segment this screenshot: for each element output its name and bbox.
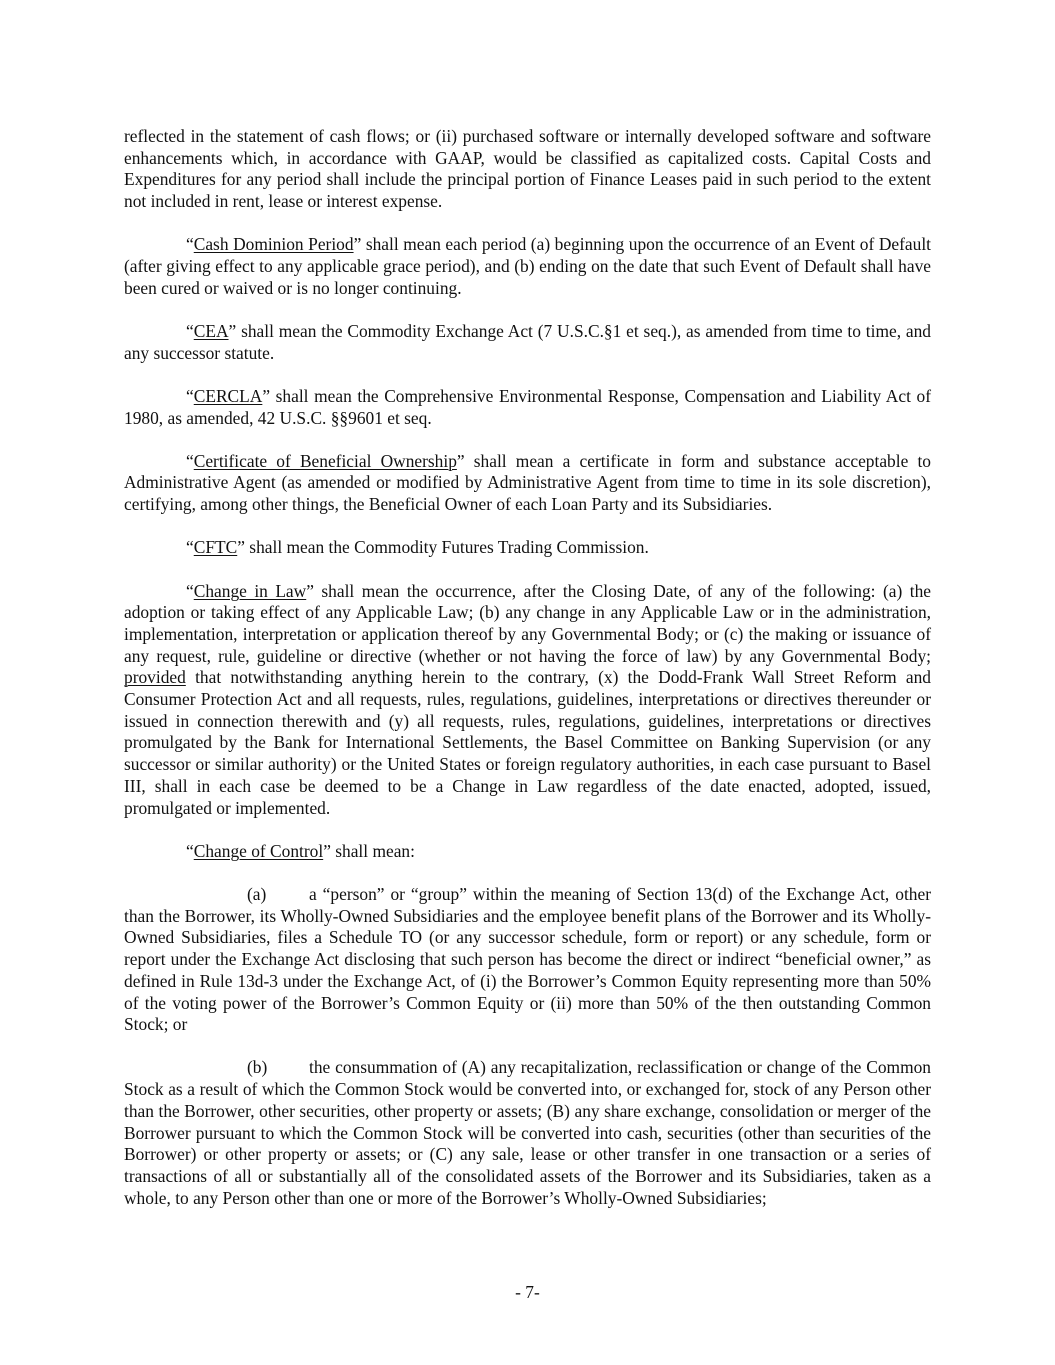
- definition-text: ” shall mean the Commodity Exchange Act (7 U.S.C.§1 et seq.), as amended from time to time, and any successor statute.: [124, 320, 931, 363]
- defined-term: CEA: [193, 320, 229, 341]
- definition-cash-dominion-period: [124, 234, 931, 299]
- definition-text: ” shall mean each period (a) beginning upon the occurrence of an Event of Default (after giving effect to any applicable grace period), and (b) ending on the date that such Event of Default shall have been cured or waived or is no longer continuing.: [124, 234, 931, 298]
- open-quote: “: [186, 580, 194, 601]
- definition-text: ” shall mean the Commodity Futures Trading Commission.: [237, 537, 649, 558]
- change-of-control-clause-b: [124, 1057, 931, 1209]
- defined-term: Cash Dominion Period: [193, 234, 354, 255]
- clause-text: a “person” or “group” within the meaning of Section 13(d) of the Exchange Act, other than the Borrower, its Wholly-Owned Subsidiaries and the employee benefit plans of the Borrower and its Wholly-Owned Subsidiaries, files a Schedule TO (or any successor schedule, form or report) or any schedule, form or report under the Exchange Act disclosing that such person has become the direct or indirect “beneficial owner,” as defined in Rule 13d-3 under the Exchange Act, of (i) the Borrower’s Common Equity representing more than 50% of the voting power of the Borrower’s Common Equity or (ii) more than 50% of the then outstanding Common Stock; or: [124, 883, 931, 1035]
- definition-cftc: [124, 537, 931, 559]
- clause-label: (a): [247, 883, 267, 904]
- change-of-control-clause-a: [124, 884, 931, 1036]
- clause-label: (b): [247, 1057, 268, 1078]
- open-quote: “: [186, 320, 194, 341]
- open-quote: “: [186, 840, 194, 861]
- definition-cercla: [124, 386, 931, 429]
- definition-change-in-law: [124, 581, 931, 820]
- definition-certificate-of-beneficial-ownership: [124, 451, 931, 516]
- definition-text-continued: that notwithstanding anything herein to the contrary, (x) the Dodd-Frank Wall Street Reform and Consumer Protection Act and all requests, rules, regulations, guidelines, interpretations or directives thereunder or issued in connection therewith and (y) all requests, rules, regulations, guidelines, interpretations or directives promulgated by the Bank for International Settlements, the Basel Committee on Banking Supervision (or any successor or similar authority) or the United States or foreign regulatory authorities, in each case pursuant to Basel III, shall in each case be deemed to be a Change in Law regardless of the date enacted, adopted, issued, promulgated or implemented.: [124, 667, 931, 818]
- defined-term: CERCLA: [193, 385, 263, 406]
- definition-text: ” shall mean the Comprehensive Environmental Response, Compensation and Liability Act of 1980, as amended, 42 U.S.C. §§9601 et seq.: [124, 385, 931, 428]
- definition-text: ” shall mean:: [323, 840, 415, 861]
- defined-term: CFTC: [193, 537, 238, 558]
- open-quote: “: [186, 234, 194, 255]
- open-quote: “: [186, 537, 194, 558]
- definition-text: ” shall mean a certificate in form and substance acceptable to Administrative Agent (as amended or modified by Administrative Agent from time to time in its sole discretion), certifying, among other things, the Beneficial Owner of each Loan Party and its Subsidiaries.: [124, 450, 931, 515]
- clause-text: the consummation of (A) any recapitalization, reclassification or change of the Common Stock as a result of which the Common Stock would be converted into, or exchanged for, stock of any Person other than the Borrower, other securities, other property or assets; (B) any share exchange, consolidation or merger of the Borrower pursuant to which the Common Stock will be converted into cash, securities (other than securities of the Borrower) or other property or assets; or (C) any sale, lease or other transfer in one transaction or a series of transactions of all or substantially all of the consolidated assets of the Borrower and its Subsidiaries, taken as a whole, to any Person other than one or more of the Borrower’s Wholly-Owned Subsidiaries;: [124, 1057, 931, 1208]
- definition-change-of-control: [124, 841, 931, 863]
- definition-cea: [124, 321, 931, 364]
- paragraph-capital-expenditures-continued: reflected in the statement of cash flows; or (ii) purchased software or internally developed software and software enhancements which, in accordance with GAAP, would be classified as capitalized costs. Capital Costs and Expenditures for any period shall include the principal portion of Finance Leases paid in such period to the extent not included in rent, lease or interest expense.: [124, 126, 931, 212]
- definition-text: ” shall mean the occurrence, after the Closing Date, of any of the following: (a) the adoption or taking effect of any Applicable Law; (b) any change in any Applicable Law or in the administration, implementation, interpretation or application thereof by any Governmental Body; or (c) the making or issuance of any request, rule, guideline or directive (whether or not having the force of law) by any Governmental Body;: [124, 580, 931, 666]
- open-quote: “: [186, 450, 194, 471]
- defined-term: Change of Control: [193, 840, 324, 861]
- open-quote: “: [186, 385, 194, 406]
- page-number: - 7-: [515, 1282, 540, 1302]
- document-page: [124, 126, 931, 1231]
- defined-term: Change in Law: [193, 580, 307, 601]
- provided-term: provided: [124, 667, 186, 688]
- defined-term: Certificate of Beneficial Ownership: [193, 450, 457, 471]
